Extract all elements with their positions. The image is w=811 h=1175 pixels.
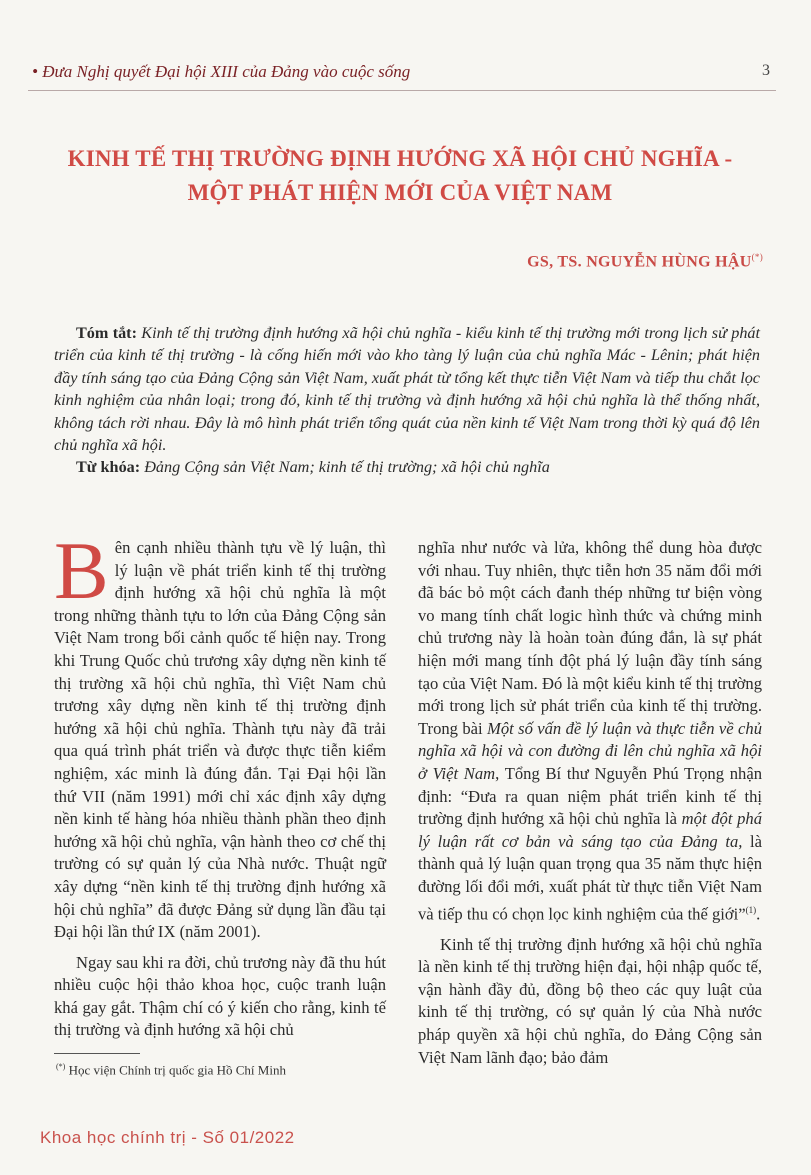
- body-text: nghĩa như nước và lửa, không thể dung hòa được với nhau. Tuy nhiên, thực tiễn hơn 35 năm đổi mới đã bác bỏ một cách đanh thép những tư biện vòng vo mang tính chất logic hình thức và chứng minh chủ trương này là hoàn toàn đúng đắn, là sự phát hiện mới mang tính đột phá lý luận đầy tính sáng tạo của Việt Nam. Đó là một kiểu kinh tế thị trường mới trong lịch sử phát triển của kinh tế thị trường. Trong bài: [418, 538, 762, 738]
- keywords-text: Đảng Cộng sản Việt Nam; kinh tế thị trường; xã hội chủ nghĩa: [144, 458, 550, 477]
- body-paragraph: [418, 934, 762, 1070]
- body-paragraph: [54, 525, 386, 944]
- author-name: GS, TS. NGUYỄN HÙNG HẬU: [527, 253, 752, 271]
- body-text: là thành quả lý luận quan trọng qua 35 năm thực hiện đường lối đổi mới, xuất phát từ thực tiễn Việt Nam và tiếp thu có chọn lọc kinh nghiệm của thế giới”: [418, 831, 762, 924]
- running-head: [30, 62, 770, 86]
- author-line: [527, 252, 763, 271]
- running-head-text: • Đưa Nghị quyết Đại hội XIII của Đảng vào cuộc sống: [32, 62, 411, 81]
- keywords-paragraph: [54, 456, 760, 478]
- header-divider: [28, 90, 776, 91]
- keywords-label: Từ khóa:: [76, 458, 141, 477]
- abstract-paragraph: [54, 322, 760, 456]
- journal-footer: Khoa học chính trị - Số 01/2022: [40, 1128, 295, 1147]
- article-title: [40, 142, 760, 210]
- body-column-right: [418, 537, 762, 1077]
- cited-work-title: Một số vấn đề lý luận và thực tiễn về chủ nghĩa xã hội và con đường đi lên chủ nghĩa xã hội ở Việt Nam: [418, 718, 762, 783]
- author-footnote-mark: (*): [751, 252, 763, 262]
- abstract-block: [54, 322, 760, 479]
- footnote: [56, 1062, 286, 1078]
- title-line-1: KINH TẾ THỊ TRƯỜNG ĐỊNH HƯỚNG XÃ HỘI CHỦ NGHĨA -: [67, 146, 733, 171]
- reference-mark: (1): [745, 904, 757, 915]
- body-text: ên cạnh nhiều thành tựu về lý luận, thì lý luận về phát triển kinh tế thị trường định hướng xã hội chủ nghĩa là một trong những thành tựu to lớn của Đảng Cộng sản Việt Nam trong bối cảnh quốc tế hiện nay. Trong khi Trung Quốc chủ trương xây dựng nền kinh tế thị trường xã hội chủ nghĩa, thì Việt Nam chủ trương xây dựng nền kinh tế thị trường định hướng xã hội chủ nghĩa. Thành tựu này đã trải qua quá trình phát triển và được thực tiễn kiểm nghiệm, xác minh là đúng đắn. Tại Đại hội lần thứ VII (năm 1991) mới chỉ xác định xây dựng nền kinh tế hàng hóa nhiều thành phần theo định hướng xã hội chủ nghĩa, vận hành theo cơ chế thị trường có sự quản lý của Nhà nước. Thuật ngữ xây dựng “nền kinh tế thị trường định hướng xã hội chủ nghĩa” đã được Đảng sử dụng lần đầu tại Đại hội lần thứ IX (năm 2001).: [54, 538, 386, 942]
- emphasis-text: một đột phá lý luận rất cơ bản và sáng tạo của Đảng ta,: [418, 809, 762, 851]
- body-text: Kinh tế thị trường định hướng xã hội chủ nghĩa là nền kinh tế thị trường hiện đại, hội nhập quốc tế, vận hành đầy đủ, đồng bộ theo các quy luật của kinh tế thị trường, có sự quản lý của Nhà nước pháp quyền xã hội chủ nghĩa, do Đảng Cộng sản Việt Nam lãnh đạo; bảo đảm: [418, 934, 762, 1067]
- body-paragraph: [418, 537, 762, 926]
- abstract-label: Tóm tắt:: [76, 324, 137, 342]
- body-text: Ngay sau khi ra đời, chủ trương này đã thu hút nhiều cuộc hội thảo khoa học, cuộc tranh luận khá gay gắt. Thậm chí có ý kiến cho rằng, kinh tế thị trường và định hướng xã hội chủ: [54, 952, 386, 1040]
- abstract-text: Kinh tế thị trường định hướng xã hội chủ nghĩa - kiểu kinh tế thị trường mới trong lịch sử phát triển của kinh tế thị trường - là cống hiến mới vào kho tàng lý luận của chủ nghĩa Mác - Lênin; phát hiện đầy tính sáng tạo của Đảng Cộng sản Việt Nam, xuất phát từ tổng kết thực tiễn Việt Nam và tiếp thu chắt lọc kinh nghiệm của nhân loại; trong đó, kinh tế thị trường và định hướng xã hội chủ nghĩa là thể thống nhất, không tách rời nhau. Đây là mô hình phát triển tổng quát của nền kinh tế Việt Nam trong thời kỳ quá độ lên chủ nghĩa xã hội.: [54, 324, 761, 455]
- footnote-mark: (*): [56, 1062, 66, 1071]
- body-column-left: [54, 525, 386, 1050]
- body-text: .: [756, 904, 761, 924]
- footnote-text: Học viện Chính trị quốc gia Hồ Chí Minh: [65, 1062, 286, 1078]
- drop-cap: B: [54, 525, 109, 616]
- body-paragraph: [54, 952, 386, 1042]
- page-number: 3: [762, 62, 770, 79]
- footnote-divider: [54, 1053, 140, 1054]
- title-line-2: MỘT PHÁT HIỆN MỚI CỦA VIỆT NAM: [187, 180, 613, 205]
- body-text: , Tổng Bí thư Nguyễn Phú Trọng nhận định: “Đưa ra quan niệm phát triển kinh tế thị trường định hướng xã hội chủ nghĩa là: [418, 763, 762, 829]
